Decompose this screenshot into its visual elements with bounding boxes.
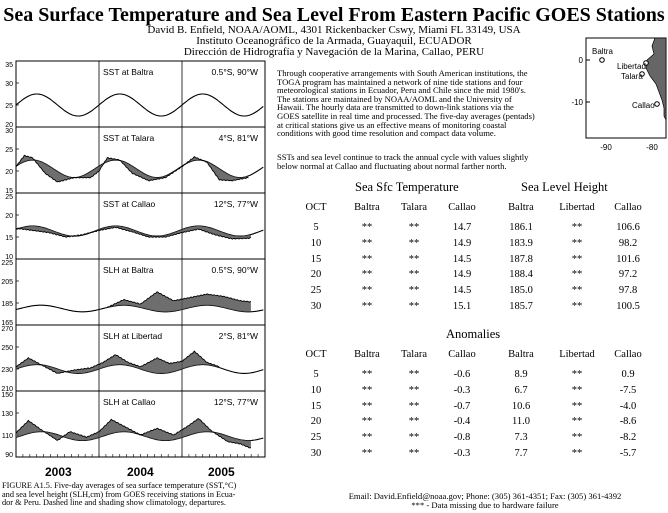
description-line: Through cooperative arrangements with South American institutions, the xyxy=(277,68,528,78)
table-cell: 97.2 xyxy=(618,269,638,281)
station-name: Libertad xyxy=(617,62,646,71)
station-name: Callao xyxy=(632,101,655,110)
description-line: TOGA program has maintained a network of nine tide stations and four xyxy=(277,76,523,87)
column-header: Talara xyxy=(400,202,428,213)
panel-station-label: SST at Callao xyxy=(103,199,156,209)
table-cell: ** xyxy=(408,253,420,265)
table-cell: ** xyxy=(408,269,420,281)
station-name: Baltra xyxy=(592,47,613,56)
table-cell: 188.4 xyxy=(509,269,533,281)
column-header: Callao xyxy=(614,202,642,213)
table-cell: ** xyxy=(571,222,583,233)
figure-caption xyxy=(2,482,272,508)
table-cell: ** xyxy=(408,222,420,233)
table-cell: 97.8 xyxy=(618,285,638,297)
column-header: OCT xyxy=(305,202,327,213)
y-tick-label: 20 xyxy=(5,122,13,129)
table-cell: 0.9 xyxy=(621,369,635,380)
table-cell: ** xyxy=(361,253,373,265)
y-tick-label: 185 xyxy=(1,301,13,308)
caption-line: dor & Peru. Dashed line and shading show climatology, departures. xyxy=(2,498,226,508)
table-cell: 187.8 xyxy=(509,253,533,265)
table-cell: 5 xyxy=(313,222,319,233)
table-cell: ** xyxy=(408,237,420,249)
table-cell: 14.9 xyxy=(452,237,472,249)
y-tick-label: 20 xyxy=(5,213,13,220)
y-tick-label: 230 xyxy=(1,367,13,374)
table-cell: 20 xyxy=(310,416,322,428)
description-line: Hawaii. The hourly data are transmitted to down-link stations via the xyxy=(277,102,514,113)
description-paragraph-1 xyxy=(277,69,577,138)
panel-location-label: 0.5°S, 90°W xyxy=(211,265,258,275)
sst-group-header: Sea Sfc Temperature xyxy=(355,180,459,194)
panel-location-label: 12°S, 77°W xyxy=(213,397,258,407)
column-header: Libertad xyxy=(559,202,595,213)
table-cell: 98.2 xyxy=(618,237,638,249)
station-marker xyxy=(600,58,605,63)
year-label-2003: 2003 xyxy=(45,465,72,479)
panel-station-label: SST at Talara xyxy=(103,133,155,143)
table-cell: 30 xyxy=(310,301,322,312)
table-cell: -0.3 xyxy=(453,384,471,396)
panel-station-label: SLH at Libertad xyxy=(103,331,163,341)
y-tick-label: 25 xyxy=(5,147,13,154)
table-cell: 100.5 xyxy=(616,301,640,312)
y-tick-label: 15 xyxy=(5,235,13,242)
table-cell: 15 xyxy=(310,253,322,265)
table-cell: -7.5 xyxy=(619,384,637,396)
station-panel xyxy=(1,259,265,327)
panel-station-label: SLH at Callao xyxy=(103,397,156,407)
missing-data-note: *** - Data missing due to hardware failure xyxy=(411,500,559,511)
table-cell: 6.7 xyxy=(514,384,528,396)
column-header: Talara xyxy=(400,349,428,360)
column-header: Libertad xyxy=(559,349,595,360)
table-cell: ** xyxy=(408,301,420,312)
table-cell: ** xyxy=(571,384,583,396)
y-tick-label: 205 xyxy=(1,279,13,286)
description-line: meteorological stations in Ecuador, Peru and Chile since the mid 1980's. xyxy=(277,85,526,96)
table-cell: 185.7 xyxy=(509,301,533,312)
table-cell: ** xyxy=(361,369,373,380)
table-cell: 7.3 xyxy=(514,432,528,444)
table-cell: 11.0 xyxy=(512,416,530,428)
station-time-series-charts xyxy=(0,58,272,482)
y-tick-label: 270 xyxy=(1,326,13,333)
table-cell: ** xyxy=(408,416,420,428)
table-cell: ** xyxy=(361,448,373,459)
y-tick-label: 225 xyxy=(1,260,13,267)
year-label-2004: 2004 xyxy=(127,465,154,479)
description-line: conditions with good time resolution and compact data volume. xyxy=(277,128,496,139)
panel-location-label: 12°S, 77°W xyxy=(213,199,258,209)
table-cell: 30 xyxy=(310,448,322,459)
caption-line: FIGURE A1.5. Five-day averages of sea surface temperature (SST,°C) xyxy=(2,481,237,490)
table-cell: 20 xyxy=(310,269,322,281)
y-tick-label: 210 xyxy=(1,386,13,393)
description-line: The stations are maintained by NOAA/AOML and the University of xyxy=(277,93,512,104)
y-tick-label: 15 xyxy=(5,188,13,195)
table-cell: -5.7 xyxy=(619,448,637,459)
column-header: Callao xyxy=(448,349,476,360)
y-tick-label: 20 xyxy=(5,169,13,176)
column-header: OCT xyxy=(305,349,327,360)
map-lon-label: -90 xyxy=(600,143,612,152)
map-lat-label: -10 xyxy=(571,98,583,107)
table-cell: 14.5 xyxy=(452,253,472,265)
column-header: Callao xyxy=(448,202,476,213)
table-cell: ** xyxy=(408,448,420,459)
table-cell: 101.6 xyxy=(616,253,640,265)
table-cell: 15.1 xyxy=(452,301,472,312)
table-cell: ** xyxy=(361,432,373,444)
table-cell: -0.7 xyxy=(453,400,471,412)
table-cell: 183.9 xyxy=(509,237,533,249)
table-cell: 185.0 xyxy=(509,285,533,297)
table-cell: 5 xyxy=(313,369,319,380)
table-cell: 14.5 xyxy=(452,285,472,297)
table-cell: ** xyxy=(361,237,373,249)
table-cell: ** xyxy=(361,222,373,233)
institute-peru: Dirección de Hidrografía y Navegación de la Marina, Callao, PERU xyxy=(183,46,485,58)
table-cell: ** xyxy=(361,416,373,428)
table-cell: ** xyxy=(571,416,583,428)
description-line: below normal at Callao and fluctuating about normal farther north. xyxy=(277,160,507,171)
table-cell: -0.3 xyxy=(453,448,471,459)
map-lat-label: 0 xyxy=(578,56,583,65)
table-cell: 10 xyxy=(310,384,322,396)
table-cell: ** xyxy=(361,269,373,281)
table-cell: -4.0 xyxy=(619,400,637,412)
slh-group-header: Sea Level Height xyxy=(521,180,608,194)
table-cell: ** xyxy=(361,384,373,396)
panel-location-label: 2°S, 81°W xyxy=(218,331,258,341)
table-cell: 10 xyxy=(310,237,322,249)
y-tick-label: 130 xyxy=(1,411,13,418)
station-panel xyxy=(5,61,265,129)
table-cell: -0.6 xyxy=(453,369,471,380)
table-cell: ** xyxy=(571,237,583,249)
y-tick-label: 35 xyxy=(5,62,13,69)
y-tick-label: 165 xyxy=(1,320,13,327)
description-line: SSTs and sea level continue to track the annual cycle with values slightly xyxy=(277,152,529,162)
column-header: Baltra xyxy=(354,202,380,213)
y-tick-label: 90 xyxy=(5,452,13,459)
station-panel xyxy=(1,391,265,459)
table-cell: ** xyxy=(361,400,373,412)
author-line: David B. Enfield, NOAA/AOML, 4301 Rickenbacker Cswy, Miami FL 33149, USA xyxy=(147,24,521,36)
table-cell: 25 xyxy=(310,432,322,444)
table-cell: ** xyxy=(571,432,583,444)
y-tick-label: 30 xyxy=(5,81,13,88)
footer xyxy=(305,492,665,511)
table-cell: -0.8 xyxy=(453,432,471,444)
year-label-2005: 2005 xyxy=(208,465,235,479)
table-cell: ** xyxy=(571,448,583,459)
y-tick-label: 250 xyxy=(1,345,13,352)
station-panel xyxy=(1,325,265,393)
table-cell: 8.9 xyxy=(514,369,528,380)
table-cell: ** xyxy=(571,369,583,380)
y-tick-label: 30 xyxy=(5,128,13,135)
y-tick-label: 110 xyxy=(1,433,13,440)
table-cell: ** xyxy=(361,301,373,312)
column-header: Baltra xyxy=(508,202,534,213)
table-cell: 186.1 xyxy=(509,222,533,233)
station-marker xyxy=(655,102,660,107)
table-cell: 25 xyxy=(310,285,322,297)
station-panel xyxy=(5,127,265,195)
anomalies-title: Anomalies xyxy=(446,327,501,341)
station-panel xyxy=(5,193,265,261)
table-cell: ** xyxy=(408,384,420,396)
table-cell: ** xyxy=(571,253,583,265)
table-cell: ** xyxy=(408,432,420,444)
caption-line: and sea level height (SLH,cm) from GOES receiving stations in Ecua- xyxy=(2,489,236,499)
panel-location-label: 4°S, 81°W xyxy=(218,133,258,143)
column-header: Callao xyxy=(614,349,642,360)
table-cell: ** xyxy=(571,301,583,312)
y-tick-label: 10 xyxy=(5,254,13,261)
station-name: Talara xyxy=(621,72,643,81)
table-cell: ** xyxy=(571,285,583,297)
table-cell: 15 xyxy=(310,400,322,412)
station-location-map xyxy=(571,36,668,160)
y-tick-label: 25 xyxy=(5,103,13,110)
panel-station-label: SLH at Baltra xyxy=(103,265,154,275)
table-cell: ** xyxy=(571,269,583,281)
description-line: GOES satellite in real time and processed. The five-day averages (pentads) xyxy=(277,110,535,121)
table-cell: ** xyxy=(408,369,420,380)
map-lon-label: -80 xyxy=(646,143,658,152)
table-cell: 106.6 xyxy=(616,222,640,233)
table-cell: ** xyxy=(361,285,373,297)
table-cell: 7.7 xyxy=(514,448,528,459)
description-paragraph-2 xyxy=(277,153,577,170)
panel-location-label: 0.5°S, 90°W xyxy=(211,67,258,77)
table-cell: ** xyxy=(571,400,583,412)
table-cell: 14.9 xyxy=(452,269,472,281)
y-tick-label: 25 xyxy=(5,194,13,201)
column-header: Baltra xyxy=(508,349,534,360)
table-cell: -0.4 xyxy=(453,416,471,428)
y-tick-label: 150 xyxy=(1,392,13,399)
panel-station-label: SST at Baltra xyxy=(103,67,154,77)
description-line: at critical stations give us an effective means of monitoring coastal xyxy=(277,119,507,130)
page-title: Sea Surface Temperature and Sea Level From Eastern Pacific GOES Stations xyxy=(3,4,665,26)
contact-info: Email: David.Enfield@noaa.gov; Phone: (305) 361-4351; Fax: (305) 361-4392 xyxy=(348,491,622,501)
institute-ecuador: Instituto Oceanográfico de la Armada, Guayaquil, ECUADOR xyxy=(196,35,472,47)
table-cell: 14.7 xyxy=(452,222,472,233)
table-cell: ** xyxy=(408,400,420,412)
table-cell: 10.6 xyxy=(511,400,531,412)
table-cell: -8.2 xyxy=(619,432,637,444)
table-cell: ** xyxy=(408,285,420,297)
table-cell: -8.6 xyxy=(619,416,637,428)
column-header: Baltra xyxy=(354,349,380,360)
